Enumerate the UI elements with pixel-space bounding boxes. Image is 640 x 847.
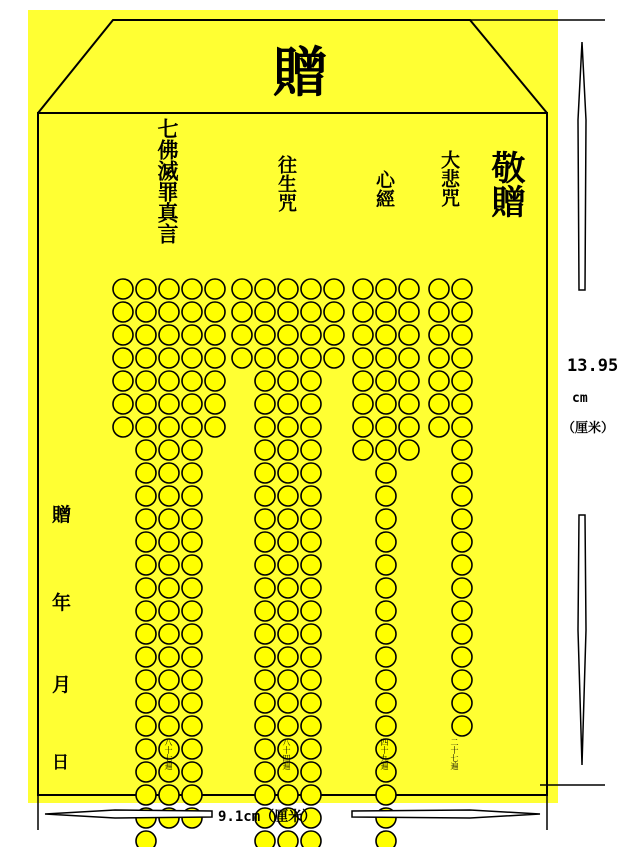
count-label-2: 四十九遍 bbox=[380, 738, 389, 770]
recitation-circle-2-25 bbox=[376, 486, 396, 506]
recitation-circle-0-16 bbox=[136, 348, 156, 368]
recitation-circle-2-18 bbox=[353, 417, 373, 437]
recitation-circle-0-19 bbox=[205, 348, 225, 368]
recitation-circle-1-13 bbox=[301, 325, 321, 345]
recitation-circle-2-7 bbox=[376, 325, 396, 345]
recitation-circle-3-5 bbox=[452, 325, 472, 345]
recitation-circle-0-32 bbox=[159, 417, 179, 437]
recitation-circle-2-6 bbox=[353, 325, 373, 345]
recitation-circle-1-46 bbox=[301, 555, 321, 575]
recitation-circle-2-32 bbox=[376, 647, 396, 667]
recitation-circle-0-59 bbox=[136, 624, 156, 644]
recitation-circle-0-64 bbox=[182, 647, 202, 667]
recitation-circle-1-48 bbox=[278, 578, 298, 598]
recitation-circle-0-30 bbox=[113, 417, 133, 437]
recitation-circle-0-66 bbox=[159, 670, 179, 690]
recitation-circle-2-4 bbox=[376, 302, 396, 322]
recitation-circle-0-2 bbox=[159, 279, 179, 299]
recitation-circle-3-12 bbox=[429, 417, 449, 437]
recitation-circle-3-24 bbox=[452, 670, 472, 690]
recitation-circle-3-9 bbox=[452, 371, 472, 391]
recitation-circle-0-52 bbox=[182, 555, 202, 575]
recitation-circle-0-76 bbox=[182, 739, 202, 759]
recitation-circle-0-37 bbox=[182, 440, 202, 460]
recitation-circle-0-26 bbox=[136, 394, 156, 414]
recitation-circle-2-12 bbox=[353, 371, 373, 391]
recitation-circle-2-30 bbox=[376, 601, 396, 621]
recitation-circle-1-74 bbox=[255, 785, 275, 805]
recitation-circle-2-1 bbox=[376, 279, 396, 299]
recitation-circle-1-19 bbox=[324, 348, 344, 368]
recitation-circle-0-50 bbox=[136, 555, 156, 575]
recitation-circle-1-25 bbox=[301, 394, 321, 414]
recitation-circle-3-14 bbox=[452, 440, 472, 460]
recitation-circle-1-50 bbox=[255, 601, 275, 621]
recitation-circle-1-0 bbox=[232, 279, 252, 299]
recitation-circle-1-26 bbox=[255, 417, 275, 437]
recitation-circle-1-20 bbox=[255, 371, 275, 391]
recitation-circle-0-27 bbox=[159, 394, 179, 414]
recitation-circle-0-38 bbox=[136, 463, 156, 483]
recitation-circle-1-11 bbox=[255, 325, 275, 345]
recitation-circle-1-7 bbox=[278, 302, 298, 322]
recitation-circle-1-21 bbox=[278, 371, 298, 391]
recitation-circle-0-15 bbox=[113, 348, 133, 368]
recitation-circle-2-8 bbox=[399, 325, 419, 345]
recitation-circle-0-47 bbox=[136, 532, 156, 552]
recitation-circle-0-28 bbox=[182, 394, 202, 414]
recitation-circle-0-42 bbox=[159, 486, 179, 506]
count-label-3: 二十七遍 bbox=[450, 738, 459, 770]
recitation-circle-1-60 bbox=[278, 670, 298, 690]
recitation-circle-2-31 bbox=[376, 624, 396, 644]
recitation-circle-2-23 bbox=[399, 440, 419, 460]
recitation-circle-3-20 bbox=[452, 578, 472, 598]
recitation-circle-2-2 bbox=[399, 279, 419, 299]
recitation-circle-1-66 bbox=[278, 716, 298, 736]
recitation-circle-1-40 bbox=[301, 509, 321, 529]
recitation-circle-1-42 bbox=[278, 532, 298, 552]
recitation-circle-0-31 bbox=[136, 417, 156, 437]
recitation-circle-1-2 bbox=[278, 279, 298, 299]
recitation-circle-1-30 bbox=[278, 440, 298, 460]
recitation-circle-0-36 bbox=[159, 440, 179, 460]
recitation-circle-0-14 bbox=[205, 325, 225, 345]
recitation-circle-1-35 bbox=[255, 486, 275, 506]
recitation-circle-2-28 bbox=[376, 555, 396, 575]
recitation-circle-1-44 bbox=[255, 555, 275, 575]
recitation-circle-2-27 bbox=[376, 532, 396, 552]
recitation-circle-1-29 bbox=[255, 440, 275, 460]
recitation-circle-0-49 bbox=[182, 532, 202, 552]
recitation-circle-0-45 bbox=[159, 509, 179, 529]
recitation-circle-0-18 bbox=[182, 348, 202, 368]
recitation-circle-1-24 bbox=[278, 394, 298, 414]
recitation-circle-0-77 bbox=[136, 762, 156, 782]
recitation-circle-2-9 bbox=[353, 348, 373, 368]
recitation-circle-0-65 bbox=[136, 670, 156, 690]
recitation-circle-3-23 bbox=[452, 647, 472, 667]
recitation-circle-1-41 bbox=[255, 532, 275, 552]
recitation-circle-0-4 bbox=[205, 279, 225, 299]
recitation-circle-0-6 bbox=[136, 302, 156, 322]
recitation-circle-1-53 bbox=[255, 624, 275, 644]
recitation-circle-2-11 bbox=[399, 348, 419, 368]
dimension-arrow-left bbox=[45, 810, 212, 818]
recitation-circle-0-81 bbox=[159, 785, 179, 805]
recitation-circle-2-17 bbox=[399, 394, 419, 414]
mantra-name-0: 七佛滅罪真言 bbox=[155, 118, 180, 244]
recitation-circle-0-82 bbox=[182, 785, 202, 805]
recitation-circle-0-10 bbox=[113, 325, 133, 345]
recitation-circle-2-33 bbox=[376, 670, 396, 690]
height-value: 13.95 bbox=[567, 356, 619, 376]
recitation-circle-3-21 bbox=[452, 601, 472, 621]
recitation-circle-0-25 bbox=[113, 394, 133, 414]
recitation-circle-0-41 bbox=[136, 486, 156, 506]
recitation-circle-2-10 bbox=[376, 348, 396, 368]
recitation-circle-2-13 bbox=[376, 371, 396, 391]
width-label: 9.1cm（厘米） bbox=[218, 809, 317, 825]
recitation-circle-1-82 bbox=[301, 831, 321, 847]
recitation-circle-2-29 bbox=[376, 578, 396, 598]
recitation-circle-0-61 bbox=[182, 624, 202, 644]
recitation-circle-0-67 bbox=[182, 670, 202, 690]
envelope-title: 贈 bbox=[273, 40, 327, 104]
recitation-circle-1-9 bbox=[324, 302, 344, 322]
recitation-circle-2-14 bbox=[399, 371, 419, 391]
recitation-circle-1-47 bbox=[255, 578, 275, 598]
recitation-circle-3-13 bbox=[452, 417, 472, 437]
recitation-circle-1-43 bbox=[301, 532, 321, 552]
recitation-circle-2-0 bbox=[353, 279, 373, 299]
recitation-circle-2-26 bbox=[376, 509, 396, 529]
recitation-circle-1-8 bbox=[301, 302, 321, 322]
recitation-circle-1-10 bbox=[232, 325, 252, 345]
recitation-circle-0-17 bbox=[159, 348, 179, 368]
recitation-circle-1-65 bbox=[255, 716, 275, 736]
recitation-circle-1-64 bbox=[301, 693, 321, 713]
recitation-circle-0-3 bbox=[182, 279, 202, 299]
recitation-circle-1-3 bbox=[301, 279, 321, 299]
recitation-circle-0-79 bbox=[182, 762, 202, 782]
recitation-circle-3-18 bbox=[452, 532, 472, 552]
date-label-gift: 贈 bbox=[52, 504, 72, 526]
recitation-circle-1-37 bbox=[301, 486, 321, 506]
recitation-circle-1-73 bbox=[301, 762, 321, 782]
recitation-circle-3-26 bbox=[452, 716, 472, 736]
recitation-circle-0-44 bbox=[136, 509, 156, 529]
recitation-circle-0-54 bbox=[159, 578, 179, 598]
recitation-circle-0-51 bbox=[159, 555, 179, 575]
recitation-circle-0-5 bbox=[113, 302, 133, 322]
recitation-circle-0-57 bbox=[159, 601, 179, 621]
recitation-circle-1-67 bbox=[301, 716, 321, 736]
recitation-circle-2-35 bbox=[376, 716, 396, 736]
recitation-circle-1-15 bbox=[232, 348, 252, 368]
recitation-circle-1-33 bbox=[278, 463, 298, 483]
recitation-circle-3-16 bbox=[452, 486, 472, 506]
recitation-circle-1-56 bbox=[255, 647, 275, 667]
dimension-arrow-down bbox=[578, 515, 586, 765]
recitation-circle-2-24 bbox=[376, 463, 396, 483]
recitation-circle-1-36 bbox=[278, 486, 298, 506]
recitation-circle-1-51 bbox=[278, 601, 298, 621]
recitation-circle-3-11 bbox=[452, 394, 472, 414]
recitation-circle-1-5 bbox=[232, 302, 252, 322]
recitation-circle-0-7 bbox=[159, 302, 179, 322]
recitation-circle-2-40 bbox=[376, 831, 396, 847]
recitation-circle-1-27 bbox=[278, 417, 298, 437]
date-label-year: 年 bbox=[52, 592, 72, 614]
recitation-circle-2-15 bbox=[353, 394, 373, 414]
recitation-circle-1-55 bbox=[301, 624, 321, 644]
count-label-0: 八十七遍 bbox=[164, 738, 173, 770]
recitation-circle-2-16 bbox=[376, 394, 396, 414]
recitation-circle-0-56 bbox=[136, 601, 156, 621]
recitation-circle-0-73 bbox=[182, 716, 202, 736]
recitation-circle-1-58 bbox=[301, 647, 321, 667]
recitation-circle-1-63 bbox=[278, 693, 298, 713]
recitation-circle-2-3 bbox=[353, 302, 373, 322]
dimension-arrow-right bbox=[352, 810, 540, 818]
recitation-circle-3-17 bbox=[452, 509, 472, 529]
recitation-circle-1-14 bbox=[324, 325, 344, 345]
mantra-name-3: 大悲咒 bbox=[438, 150, 460, 207]
respect-label: 敬贈 bbox=[485, 150, 525, 218]
recitation-circle-1-31 bbox=[301, 440, 321, 460]
recitation-circle-3-8 bbox=[429, 371, 449, 391]
recitation-circle-1-62 bbox=[255, 693, 275, 713]
recitation-circle-0-86 bbox=[136, 831, 156, 847]
recitation-circle-0-69 bbox=[159, 693, 179, 713]
recitation-circle-0-68 bbox=[136, 693, 156, 713]
recitation-circle-3-0 bbox=[429, 279, 449, 299]
recitation-circle-3-2 bbox=[429, 302, 449, 322]
recitation-circle-1-75 bbox=[278, 785, 298, 805]
recitation-circle-1-54 bbox=[278, 624, 298, 644]
recitation-circle-0-9 bbox=[205, 302, 225, 322]
recitation-circle-0-43 bbox=[182, 486, 202, 506]
recitation-circle-1-18 bbox=[301, 348, 321, 368]
recitation-circle-0-63 bbox=[159, 647, 179, 667]
recitation-circle-1-68 bbox=[255, 739, 275, 759]
recitation-circle-1-32 bbox=[255, 463, 275, 483]
recitation-circle-0-53 bbox=[136, 578, 156, 598]
recitation-circle-0-29 bbox=[205, 394, 225, 414]
recitation-circle-2-38 bbox=[376, 785, 396, 805]
recitation-circle-1-38 bbox=[255, 509, 275, 529]
recitation-circle-1-16 bbox=[255, 348, 275, 368]
recitation-circle-0-33 bbox=[182, 417, 202, 437]
recitation-circle-0-72 bbox=[159, 716, 179, 736]
recitation-circle-0-48 bbox=[159, 532, 179, 552]
recitation-circle-0-40 bbox=[182, 463, 202, 483]
recitation-circle-3-10 bbox=[429, 394, 449, 414]
recitation-circle-1-57 bbox=[278, 647, 298, 667]
recitation-circle-0-35 bbox=[136, 440, 156, 460]
recitation-circle-0-60 bbox=[159, 624, 179, 644]
recitation-circle-0-46 bbox=[182, 509, 202, 529]
recitation-circle-1-34 bbox=[301, 463, 321, 483]
recitation-circle-0-12 bbox=[159, 325, 179, 345]
recitation-circle-1-49 bbox=[301, 578, 321, 598]
recitation-circle-0-39 bbox=[159, 463, 179, 483]
recitation-circle-0-34 bbox=[205, 417, 225, 437]
date-label-month: 月 bbox=[52, 674, 72, 696]
recitation-circle-1-70 bbox=[301, 739, 321, 759]
recitation-circle-1-45 bbox=[278, 555, 298, 575]
recitation-circle-1-80 bbox=[255, 831, 275, 847]
height-unit-cn: （厘米） bbox=[562, 421, 615, 436]
recitation-circle-0-74 bbox=[136, 739, 156, 759]
recitation-circle-0-71 bbox=[136, 716, 156, 736]
recitation-circle-1-1 bbox=[255, 279, 275, 299]
recitation-circle-3-22 bbox=[452, 624, 472, 644]
recitation-circle-3-4 bbox=[429, 325, 449, 345]
recitation-circle-0-70 bbox=[182, 693, 202, 713]
recitation-circle-2-20 bbox=[399, 417, 419, 437]
recitation-circle-1-17 bbox=[278, 348, 298, 368]
recitation-circle-0-11 bbox=[136, 325, 156, 345]
recitation-circle-3-3 bbox=[452, 302, 472, 322]
recitation-circle-2-5 bbox=[399, 302, 419, 322]
mantra-name-2: 心經 bbox=[373, 170, 395, 208]
recitation-circle-0-62 bbox=[136, 647, 156, 667]
recitation-circle-0-22 bbox=[159, 371, 179, 391]
recitation-circle-3-7 bbox=[452, 348, 472, 368]
recitation-circle-1-76 bbox=[301, 785, 321, 805]
recitation-circle-1-59 bbox=[255, 670, 275, 690]
recitation-circle-2-21 bbox=[353, 440, 373, 460]
recitation-circle-1-28 bbox=[301, 417, 321, 437]
recitation-circle-0-58 bbox=[182, 601, 202, 621]
mantra-name-1: 往生咒 bbox=[275, 155, 297, 212]
recitation-circle-1-6 bbox=[255, 302, 275, 322]
recitation-circle-2-34 bbox=[376, 693, 396, 713]
recitation-circle-1-22 bbox=[301, 371, 321, 391]
recitation-circle-1-52 bbox=[301, 601, 321, 621]
recitation-circle-1-4 bbox=[324, 279, 344, 299]
recitation-circle-0-13 bbox=[182, 325, 202, 345]
recitation-circle-1-71 bbox=[255, 762, 275, 782]
recitation-circle-1-12 bbox=[278, 325, 298, 345]
recitation-circle-3-19 bbox=[452, 555, 472, 575]
count-label-1: 八十四遍 bbox=[282, 738, 291, 770]
recitation-circle-0-8 bbox=[182, 302, 202, 322]
recitation-circle-0-80 bbox=[136, 785, 156, 805]
recitation-circle-0-23 bbox=[182, 371, 202, 391]
recitation-circle-0-0 bbox=[113, 279, 133, 299]
recitation-circle-2-22 bbox=[376, 440, 396, 460]
recitation-circle-3-6 bbox=[429, 348, 449, 368]
recitation-circle-1-61 bbox=[301, 670, 321, 690]
recitation-circle-2-19 bbox=[376, 417, 396, 437]
recitation-circle-1-23 bbox=[255, 394, 275, 414]
height-unit: cm bbox=[572, 391, 588, 406]
recitation-circle-0-1 bbox=[136, 279, 156, 299]
recitation-circle-0-20 bbox=[113, 371, 133, 391]
recitation-circle-1-81 bbox=[278, 831, 298, 847]
recitation-circle-1-39 bbox=[278, 509, 298, 529]
recitation-circle-0-55 bbox=[182, 578, 202, 598]
date-label-day: 日 bbox=[52, 753, 69, 773]
recitation-circle-3-15 bbox=[452, 463, 472, 483]
recitation-circle-3-1 bbox=[452, 279, 472, 299]
recitation-circle-0-21 bbox=[136, 371, 156, 391]
recitation-circle-3-25 bbox=[452, 693, 472, 713]
recitation-circle-0-24 bbox=[205, 371, 225, 391]
